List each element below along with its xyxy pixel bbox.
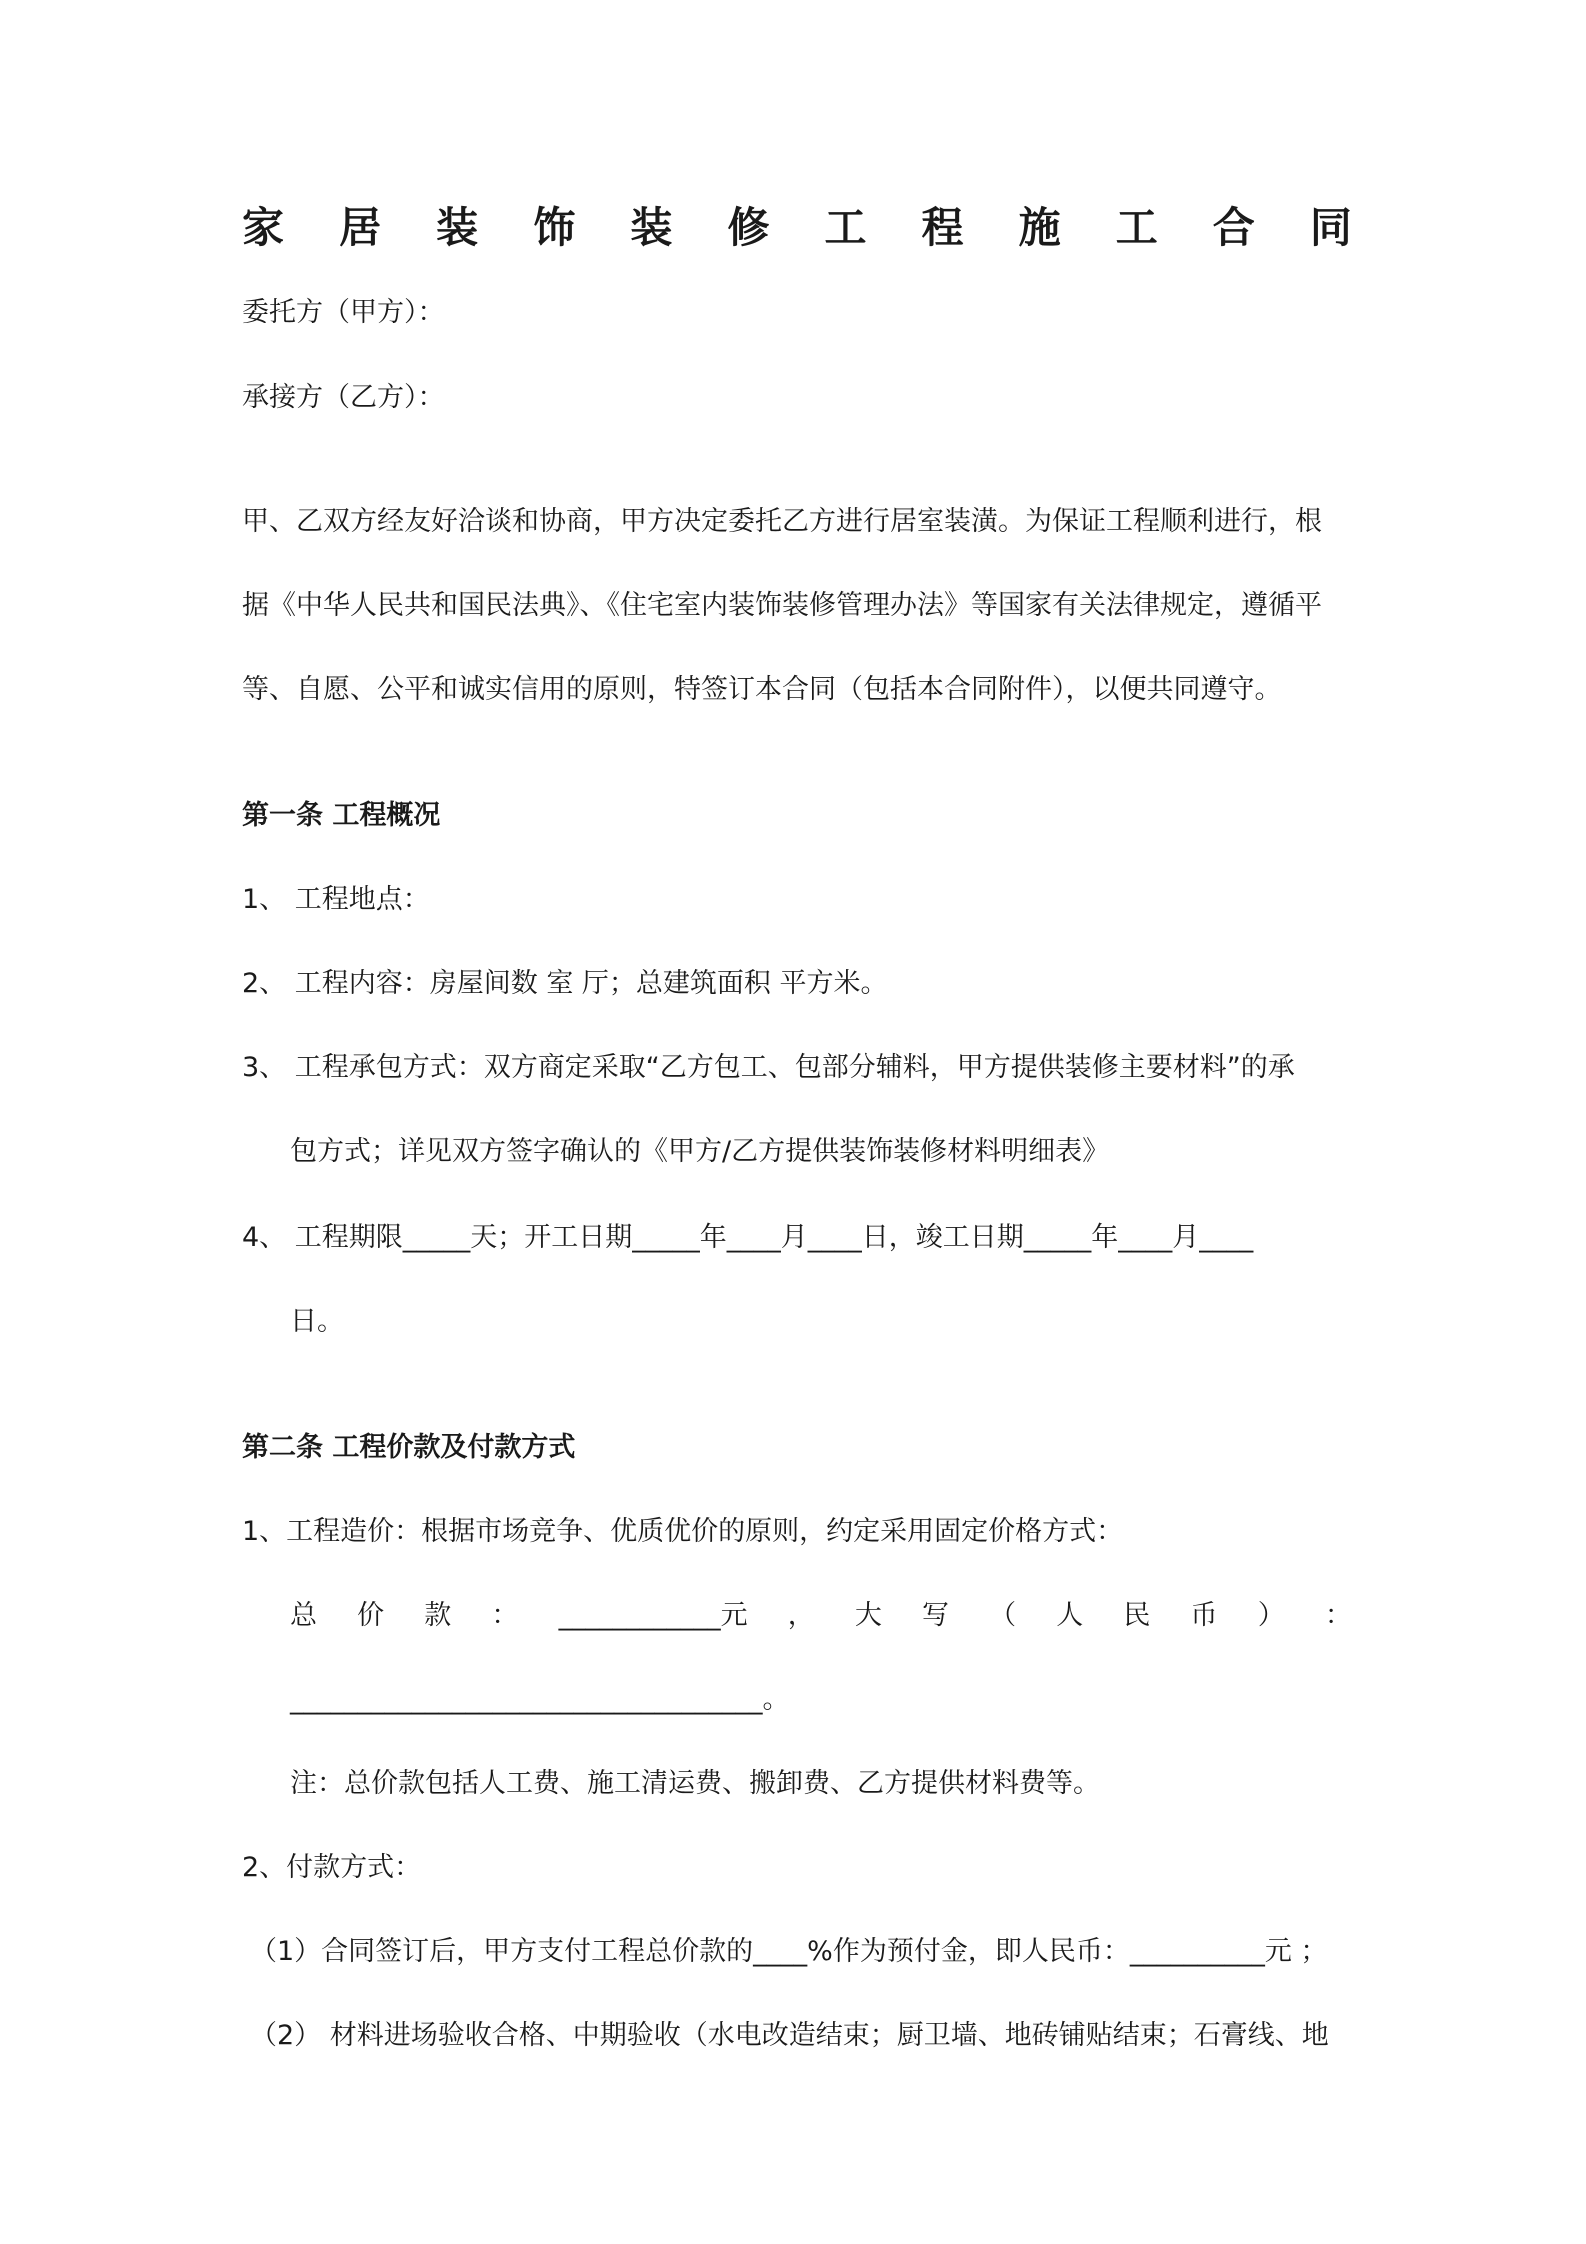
price-note: 注：总价款包括人工费、施工清运费、搬卸费、乙方提供材料费等。 — [290, 1768, 1100, 1799]
price-in-words-blank: ___________________________________。 — [290, 1684, 790, 1715]
title-char: 程 — [921, 203, 964, 252]
price-token: 款 — [424, 1600, 452, 1631]
title-char: 工 — [1115, 203, 1158, 252]
price-token: ， — [787, 1600, 815, 1631]
article1-item: 3、 工程承包方式：双方商定采取“乙方包工、包部分辅料，甲方提供装修主要材料”的承 — [242, 1052, 1295, 1083]
article1-item: 4、 工程期限_____天；开工日期_____年____月____日，竣工日期_____年____月____ — [242, 1222, 1254, 1253]
title-char: 施 — [1018, 203, 1061, 252]
preamble-line: 等、自愿、公平和诚实信用的原则，特签订本合同（包括本合同附件），以便共同遵守。 — [242, 674, 1282, 705]
price-token: ： — [491, 1600, 519, 1631]
title-char: 同 — [1309, 203, 1352, 252]
price-token: 民 — [1123, 1600, 1151, 1631]
article2-item: 2、付款方式： — [242, 1852, 422, 1883]
payment-clause: （1）合同签订后，甲方支付工程总价款的____%作为预付金，即人民币：__________元 ； — [250, 1936, 1328, 1967]
preamble-line: 甲、乙双方经友好洽谈和协商，甲方决定委托乙方进行居室装潢。为保证工程顺利进行，根 — [242, 506, 1322, 537]
title-char: 装 — [630, 203, 673, 252]
article1-item: 2、 工程内容：房屋间数 室 厅；总建筑面积 平方米。 — [242, 968, 888, 999]
price-token: 总 — [290, 1600, 317, 1631]
price-token: 大 — [854, 1600, 882, 1631]
title-char: 饰 — [533, 203, 576, 252]
article2-heading: 第二条 工程价款及付款方式 — [242, 1432, 576, 1463]
title-char: 家 — [242, 203, 285, 252]
article1-item-continuation: 日。 — [290, 1306, 344, 1337]
price-token: 价 — [357, 1600, 385, 1631]
price-token: ） — [1257, 1600, 1285, 1631]
price-blank: ____________元 — [558, 1600, 748, 1631]
payment-clause: （2） 材料进场验收合格、中期验收（水电改造结束；厨卫墙、地砖铺贴结束；石膏线、地 — [250, 2020, 1329, 2051]
title-char: 合 — [1212, 203, 1255, 252]
price-token: ： — [1324, 1600, 1352, 1631]
party-b-line: 承接方（乙方）： — [242, 382, 445, 413]
price-token: （ — [989, 1600, 1017, 1631]
title-char: 修 — [727, 203, 770, 252]
price-token: 人 — [1056, 1600, 1084, 1631]
title-char: 居 — [339, 203, 382, 252]
document-title — [242, 200, 1352, 256]
title-char: 装 — [436, 203, 479, 252]
article1-heading: 第一条 工程概况 — [242, 800, 441, 831]
article1-item: 1、 工程地点： — [242, 884, 430, 915]
price-token: 币 — [1190, 1600, 1218, 1631]
article1-item-continuation: 包方式；详见双方签字确认的《甲方/乙方提供装饰装修材料明细表》 — [290, 1136, 1110, 1167]
article2-item: 1、工程造价：根据市场竞争、优质优价的原则，约定采用固定价格方式： — [242, 1516, 1124, 1547]
price-token: 写 — [921, 1600, 949, 1631]
preamble-line: 据《中华人民共和国民法典》、《住宅室内装饰装修管理办法》等国家有关法律规定，遵循平 — [242, 590, 1322, 621]
party-a-line: 委托方（甲方）： — [242, 297, 445, 328]
total-price-line — [290, 1596, 1352, 1636]
title-char: 工 — [824, 203, 867, 252]
